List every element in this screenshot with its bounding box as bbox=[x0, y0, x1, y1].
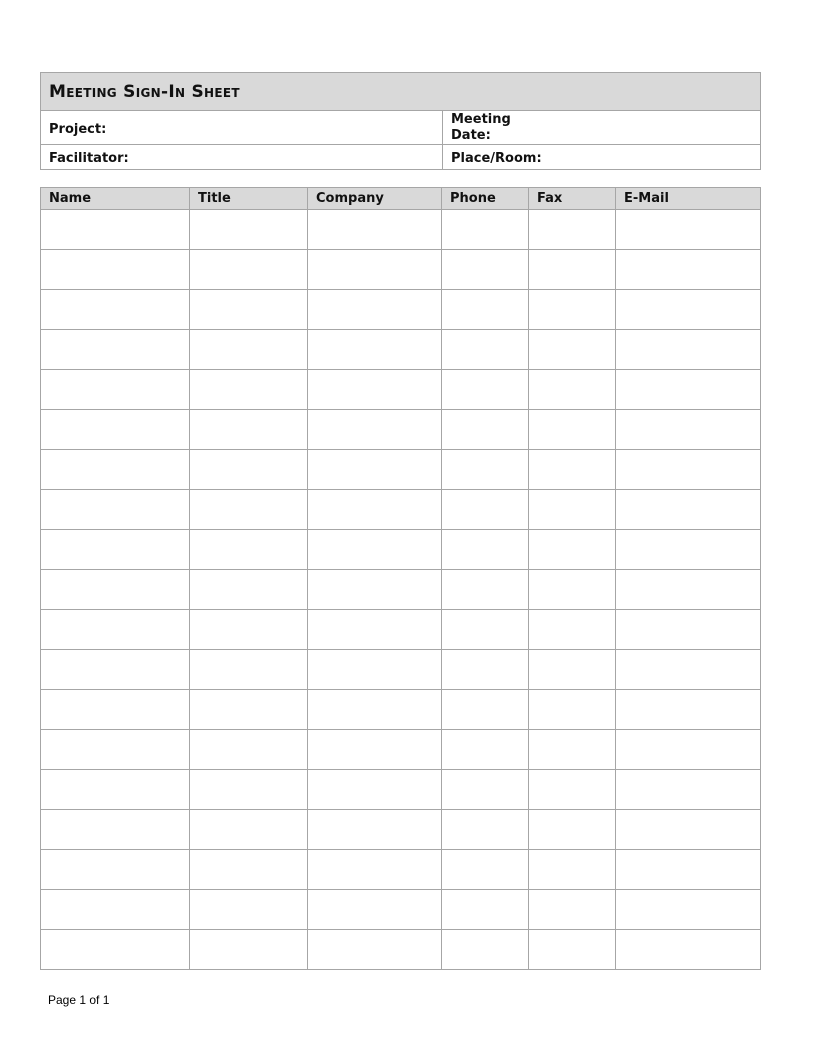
table-row bbox=[41, 450, 761, 490]
cell-email[interactable] bbox=[616, 250, 761, 290]
table-row bbox=[41, 530, 761, 570]
cell-name[interactable] bbox=[41, 530, 190, 570]
cell-company[interactable] bbox=[308, 330, 442, 370]
column-header-name: Name bbox=[41, 188, 190, 210]
cell-company[interactable] bbox=[308, 930, 442, 970]
cell-title[interactable] bbox=[190, 250, 308, 290]
cell-fax[interactable] bbox=[529, 890, 616, 930]
column-header-company: Company bbox=[308, 188, 442, 210]
cell-email[interactable] bbox=[616, 930, 761, 970]
cell-fax[interactable] bbox=[529, 730, 616, 770]
cell-title[interactable] bbox=[190, 330, 308, 370]
cell-fax[interactable] bbox=[529, 370, 616, 410]
cell-company[interactable] bbox=[308, 210, 442, 250]
cell-title[interactable] bbox=[190, 210, 308, 250]
page-number: Page 1 of 1 bbox=[48, 993, 110, 1007]
cell-company[interactable] bbox=[308, 730, 442, 770]
project-label: Project: bbox=[49, 121, 107, 137]
facilitator-field[interactable] bbox=[41, 145, 443, 170]
table-row bbox=[41, 730, 761, 770]
cell-email[interactable] bbox=[616, 810, 761, 850]
cell-fax[interactable] bbox=[529, 690, 616, 730]
table-row bbox=[41, 650, 761, 690]
cell-name[interactable] bbox=[41, 770, 190, 810]
sign-in-table bbox=[40, 187, 761, 970]
cell-title[interactable] bbox=[190, 530, 308, 570]
cell-name[interactable] bbox=[41, 610, 190, 650]
cell-name[interactable] bbox=[41, 370, 190, 410]
cell-company[interactable] bbox=[308, 610, 442, 650]
cell-fax[interactable] bbox=[529, 210, 616, 250]
cell-title[interactable] bbox=[190, 930, 308, 970]
cell-phone[interactable] bbox=[442, 410, 529, 450]
cell-phone[interactable] bbox=[442, 290, 529, 330]
cell-fax[interactable] bbox=[529, 490, 616, 530]
table-row bbox=[41, 210, 761, 250]
cell-phone[interactable] bbox=[442, 690, 529, 730]
cell-name[interactable] bbox=[41, 690, 190, 730]
cell-name[interactable] bbox=[41, 890, 190, 930]
cell-fax[interactable] bbox=[529, 570, 616, 610]
cell-phone[interactable] bbox=[442, 370, 529, 410]
cell-name[interactable] bbox=[41, 850, 190, 890]
cell-phone[interactable] bbox=[442, 330, 529, 370]
meeting-date-field[interactable] bbox=[443, 111, 761, 145]
cell-name[interactable] bbox=[41, 330, 190, 370]
cell-phone[interactable] bbox=[442, 570, 529, 610]
cell-company[interactable] bbox=[308, 810, 442, 850]
cell-email[interactable] bbox=[616, 690, 761, 730]
cell-email[interactable] bbox=[616, 370, 761, 410]
table-row bbox=[41, 890, 761, 930]
cell-phone[interactable] bbox=[442, 650, 529, 690]
cell-company[interactable] bbox=[308, 290, 442, 330]
cell-phone[interactable] bbox=[442, 450, 529, 490]
cell-company[interactable] bbox=[308, 530, 442, 570]
table-row bbox=[41, 490, 761, 530]
place-room-field[interactable] bbox=[443, 145, 761, 170]
cell-company[interactable] bbox=[308, 770, 442, 810]
cell-company[interactable] bbox=[308, 410, 442, 450]
table-row bbox=[41, 330, 761, 370]
table-row bbox=[41, 810, 761, 850]
cell-title[interactable] bbox=[190, 770, 308, 810]
cell-title[interactable] bbox=[190, 570, 308, 610]
cell-email[interactable] bbox=[616, 770, 761, 810]
meeting-date-label: Meeting Date: bbox=[451, 111, 511, 143]
cell-phone[interactable] bbox=[442, 610, 529, 650]
cell-phone[interactable] bbox=[442, 210, 529, 250]
cell-company[interactable] bbox=[308, 690, 442, 730]
cell-name[interactable] bbox=[41, 490, 190, 530]
cell-email[interactable] bbox=[616, 450, 761, 490]
cell-phone[interactable] bbox=[442, 530, 529, 570]
cell-fax[interactable] bbox=[529, 650, 616, 690]
table-header-row bbox=[41, 188, 761, 210]
cell-company[interactable] bbox=[308, 370, 442, 410]
place-room-label: Place/Room: bbox=[451, 151, 542, 166]
cell-fax[interactable] bbox=[529, 410, 616, 450]
column-header-fax: Fax bbox=[529, 188, 616, 210]
cell-fax[interactable] bbox=[529, 930, 616, 970]
cell-title[interactable] bbox=[190, 290, 308, 330]
project-field[interactable] bbox=[41, 111, 443, 145]
column-header-title: Title bbox=[190, 188, 308, 210]
cell-email[interactable] bbox=[616, 530, 761, 570]
cell-phone[interactable] bbox=[442, 770, 529, 810]
table-row bbox=[41, 930, 761, 970]
table-row bbox=[41, 370, 761, 410]
cell-fax[interactable] bbox=[529, 850, 616, 890]
cell-title[interactable] bbox=[190, 610, 308, 650]
column-header-phone: Phone bbox=[442, 188, 529, 210]
cell-email[interactable] bbox=[616, 490, 761, 530]
table-row bbox=[41, 610, 761, 650]
cell-title[interactable] bbox=[190, 730, 308, 770]
cell-phone[interactable] bbox=[442, 250, 529, 290]
table-row bbox=[41, 410, 761, 450]
cell-phone[interactable] bbox=[442, 850, 529, 890]
cell-title[interactable] bbox=[190, 650, 308, 690]
cell-title[interactable] bbox=[190, 490, 308, 530]
table-row bbox=[41, 690, 761, 730]
cell-company[interactable] bbox=[308, 890, 442, 930]
cell-email[interactable] bbox=[616, 890, 761, 930]
cell-company[interactable] bbox=[308, 450, 442, 490]
cell-title[interactable] bbox=[190, 370, 308, 410]
cell-fax[interactable] bbox=[529, 610, 616, 650]
cell-fax[interactable] bbox=[529, 530, 616, 570]
cell-name[interactable] bbox=[41, 650, 190, 690]
cell-title[interactable] bbox=[190, 810, 308, 850]
cell-fax[interactable] bbox=[529, 250, 616, 290]
cell-name[interactable] bbox=[41, 730, 190, 770]
cell-email[interactable] bbox=[616, 610, 761, 650]
cell-email[interactable] bbox=[616, 730, 761, 770]
cell-fax[interactable] bbox=[529, 450, 616, 490]
cell-name[interactable] bbox=[41, 570, 190, 610]
cell-email[interactable] bbox=[616, 330, 761, 370]
cell-title[interactable] bbox=[190, 410, 308, 450]
cell-fax[interactable] bbox=[529, 290, 616, 330]
facilitator-label: Facilitator: bbox=[49, 151, 129, 166]
cell-fax[interactable] bbox=[529, 810, 616, 850]
cell-name[interactable] bbox=[41, 930, 190, 970]
table-row bbox=[41, 250, 761, 290]
cell-company[interactable] bbox=[308, 570, 442, 610]
cell-company[interactable] bbox=[308, 250, 442, 290]
cell-phone[interactable] bbox=[442, 930, 529, 970]
cell-company[interactable] bbox=[308, 850, 442, 890]
cell-fax[interactable] bbox=[529, 770, 616, 810]
table-row bbox=[41, 290, 761, 330]
cell-title[interactable] bbox=[190, 690, 308, 730]
cell-company[interactable] bbox=[308, 650, 442, 690]
meeting-info-table bbox=[40, 72, 761, 170]
cell-name[interactable] bbox=[41, 210, 190, 250]
cell-email[interactable] bbox=[616, 410, 761, 450]
cell-company[interactable] bbox=[308, 490, 442, 530]
cell-title[interactable] bbox=[190, 890, 308, 930]
cell-title[interactable] bbox=[190, 450, 308, 490]
cell-phone[interactable] bbox=[442, 890, 529, 930]
cell-name[interactable] bbox=[41, 290, 190, 330]
cell-name[interactable] bbox=[41, 450, 190, 490]
cell-fax[interactable] bbox=[529, 330, 616, 370]
cell-name[interactable] bbox=[41, 810, 190, 850]
cell-email[interactable] bbox=[616, 210, 761, 250]
cell-email[interactable] bbox=[616, 290, 761, 330]
table-row bbox=[41, 770, 761, 810]
table-row bbox=[41, 850, 761, 890]
cell-title[interactable] bbox=[190, 850, 308, 890]
cell-phone[interactable] bbox=[442, 490, 529, 530]
cell-phone[interactable] bbox=[442, 730, 529, 770]
cell-name[interactable] bbox=[41, 250, 190, 290]
cell-phone[interactable] bbox=[442, 810, 529, 850]
cell-email[interactable] bbox=[616, 650, 761, 690]
cell-email[interactable] bbox=[616, 570, 761, 610]
column-header-email: E-Mail bbox=[616, 188, 761, 210]
cell-email[interactable] bbox=[616, 850, 761, 890]
sign-in-rows bbox=[41, 210, 761, 970]
sheet-title: Meeting Sign-In Sheet bbox=[41, 73, 761, 111]
table-row bbox=[41, 570, 761, 610]
cell-name[interactable] bbox=[41, 410, 190, 450]
